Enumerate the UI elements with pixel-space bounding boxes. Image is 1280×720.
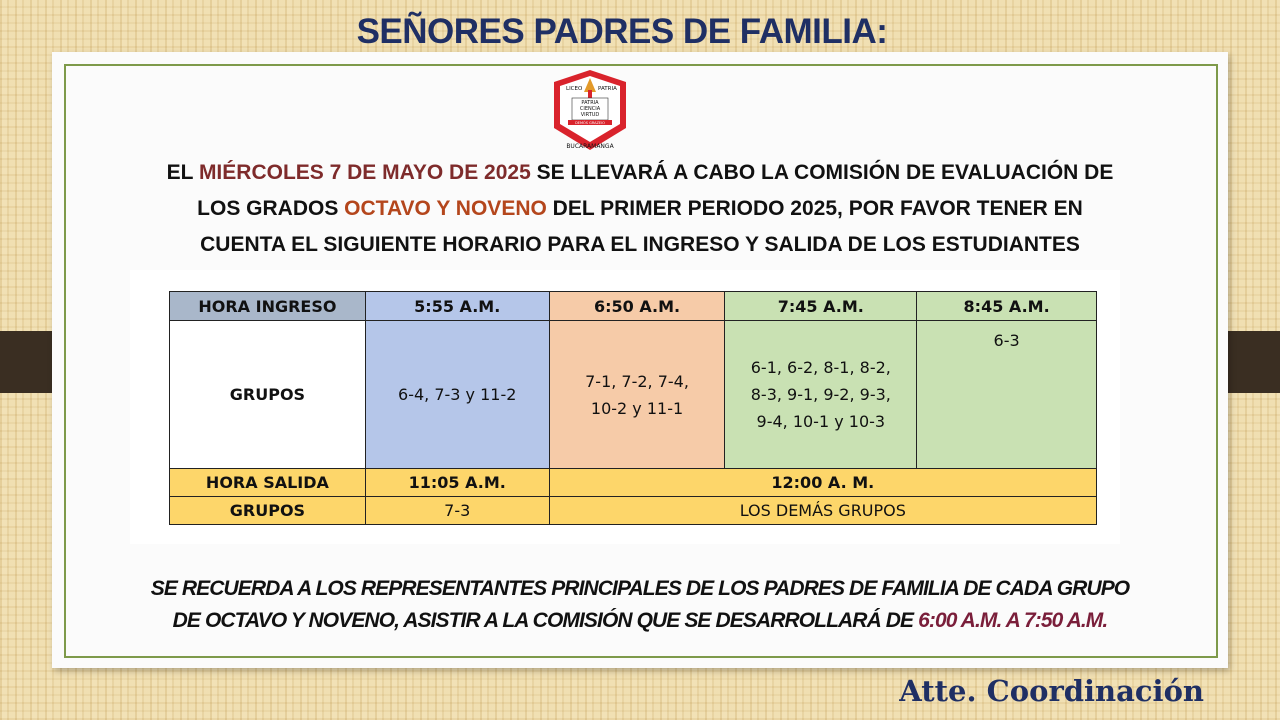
intro-part-1: EL <box>166 161 199 184</box>
groups-line: 6-1, 6-2, 8-1, 8-2, <box>750 358 891 377</box>
exit-groups-cell: LOS DEMÁS GRUPOS <box>549 497 1096 525</box>
notice-card <box>52 52 1228 668</box>
entry-time-cell: 7:45 A.M. <box>725 292 917 321</box>
exit-time-cell: 11:05 A.M. <box>365 469 549 497</box>
signature: Atte. Coordinación <box>899 674 1204 708</box>
exit-groups-cell: 7-3 <box>365 497 549 525</box>
logo-motto-4: DEMÓS GRAZEIO <box>575 121 605 125</box>
exit-time-row <box>170 469 1097 497</box>
announcement-text <box>52 155 1228 263</box>
reminder-text <box>52 573 1228 637</box>
logo-motto-1: PATRIA <box>581 100 599 106</box>
groups-line: 8-3, 9-1, 9-2, 9-3, <box>750 385 891 404</box>
entry-time-cell: 6:50 A.M. <box>549 292 725 321</box>
exit-groups-label: GRUPOS <box>170 497 366 525</box>
groups-line: 7-1, 7-2, 7-4, <box>585 371 689 391</box>
meeting-date: MIÉRCOLES 7 DE MAYO DE 2025 <box>198 161 531 184</box>
entry-groups-cell <box>917 321 1097 469</box>
logo-motto-3: VIRTUD <box>580 112 600 118</box>
intro-part-4: DEL PRIMER PERIODO 2025, POR FAVOR TENER EN <box>546 197 1083 220</box>
intro-part-3: LOS GRADOS <box>197 197 345 220</box>
logo-city: BUCARAMANGA <box>566 143 614 150</box>
schedule-table <box>169 291 1097 525</box>
groups-label: GRUPOS <box>170 321 366 469</box>
entry-groups-cell <box>549 321 725 469</box>
intro-part-2: SE LLEVARÁ A CABO LA COMISIÓN DE EVALUACIÓN DE <box>530 161 1114 184</box>
entry-groups-row <box>170 321 1097 469</box>
logo-text-liceo: LICEO <box>566 86 583 92</box>
school-logo-icon <box>550 68 630 152</box>
entry-groups-cell <box>365 321 549 469</box>
exit-time-cell: 12:00 A. M. <box>549 469 1096 497</box>
entry-time-label: HORA INGRESO <box>170 292 366 321</box>
page-title: SEÑORES PADRES DE FAMILIA: <box>356 12 888 51</box>
entry-groups-cell <box>725 321 917 469</box>
groups-line: 6-3 <box>993 331 1020 350</box>
intro-part-5: CUENTA EL SIGUIENTE HORARIO PARA EL INGRESO Y SALIDA DE LOS ESTUDIANTES <box>200 233 1080 256</box>
exit-time-label: HORA SALIDA <box>170 469 366 497</box>
grades-highlight: OCTAVO Y NOVENO <box>344 197 547 220</box>
entry-time-cell: 8:45 A.M. <box>917 292 1097 321</box>
logo-motto-2: CIENCIA <box>579 106 601 112</box>
entry-time-cell: 5:55 A.M. <box>365 292 549 321</box>
exit-groups-row <box>170 497 1097 525</box>
groups-line: 10-2 y 11-1 <box>590 398 684 418</box>
meeting-time: 6:00 A.M. A 7:50 A.M. <box>918 609 1108 632</box>
entry-time-row <box>170 292 1097 321</box>
logo-text-patria: PATRIA <box>598 86 617 92</box>
groups-line: 6-4, 7-3 y 11-2 <box>398 385 517 404</box>
reminder-line-1: SE RECUERDA A LOS REPRESENTANTES PRINCIPALES DE LOS PADRES DE FAMILIA DE CADA GRUPO <box>150 577 1130 600</box>
schedule-panel <box>130 270 1120 544</box>
reminder-line-2: DE OCTAVO Y NOVENO, ASISTIR A LA COMISIÓN QUE SE DESARROLLARÁ DE <box>172 609 919 632</box>
groups-line: 9-4, 10-1 y 10-3 <box>756 412 886 431</box>
